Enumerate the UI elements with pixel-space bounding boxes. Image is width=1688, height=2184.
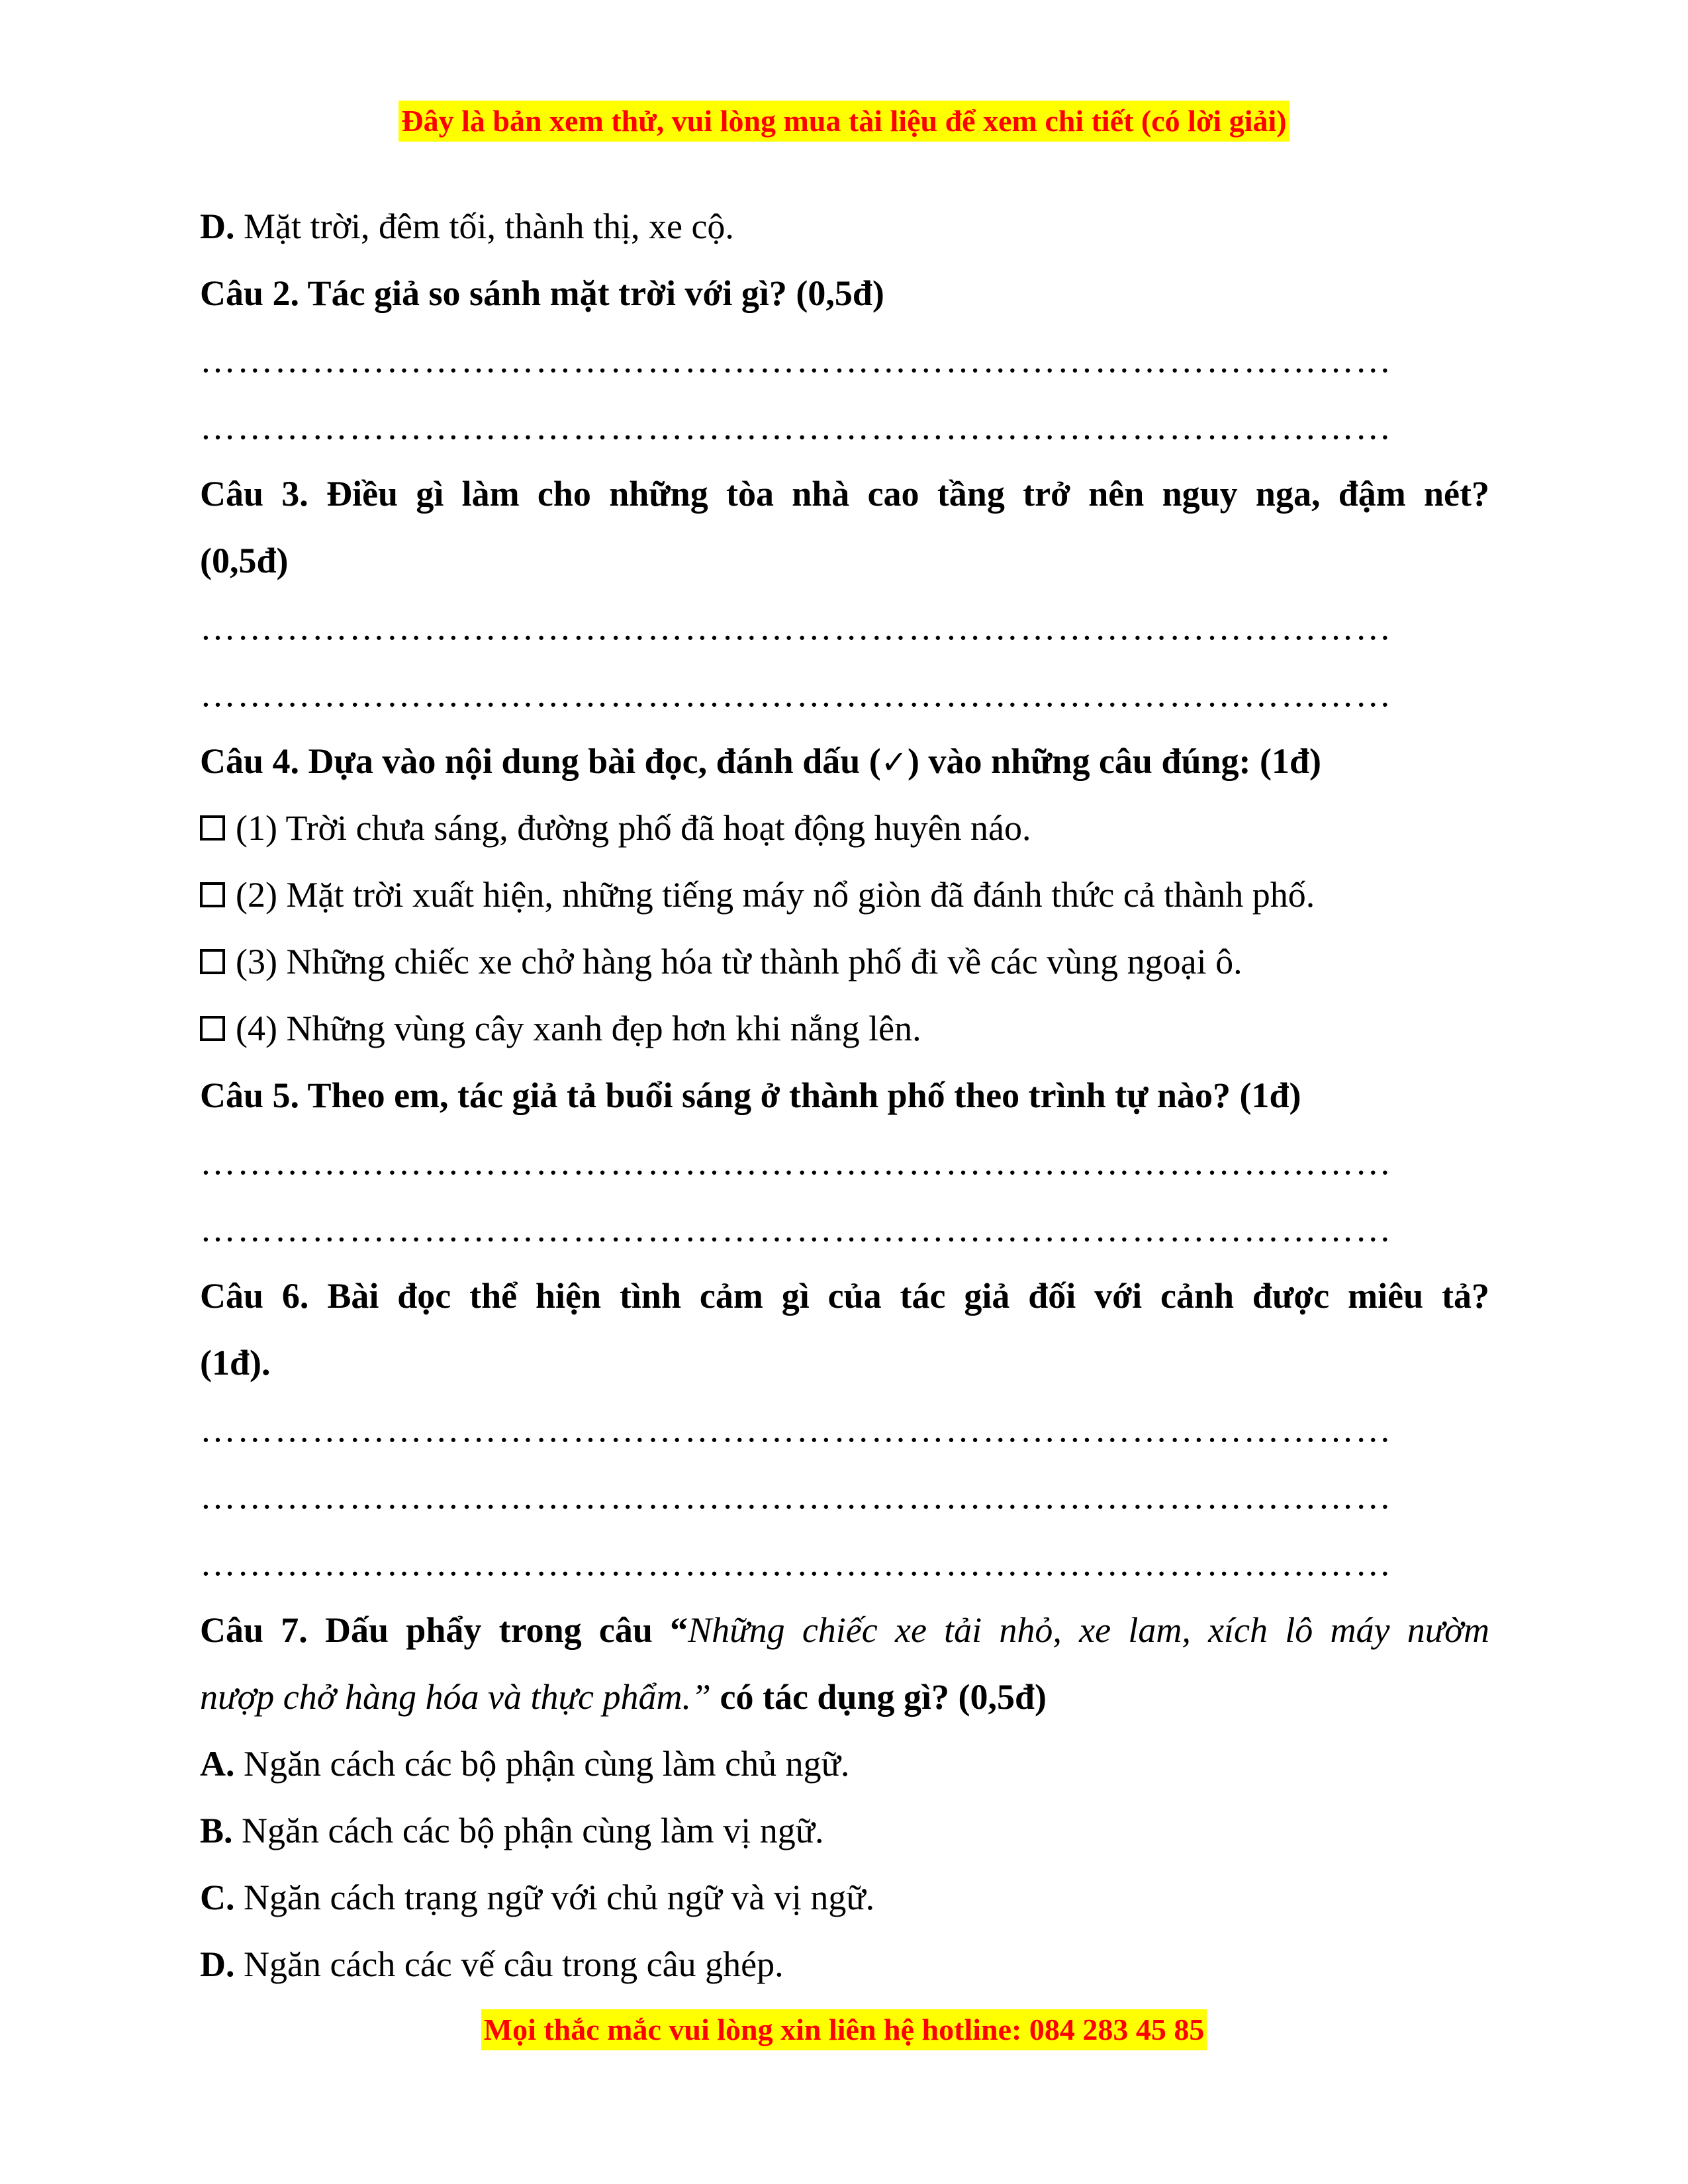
checkmark-icon: ✓ — [880, 744, 908, 781]
question-6-line2: (1đ). — [200, 1343, 271, 1383]
question-6-line1: Câu 6. Bài đọc thể hiện tình cảm gì của tác giả đối với cảnh được miêu tả? — [200, 1276, 1489, 1316]
header-banner-wrap — [0, 101, 1688, 142]
question-7-line2: nượp chở hàng hóa và thực phẩm.” có tác dụng gì? (0,5đ) — [200, 1677, 1047, 1717]
worksheet-content — [200, 193, 1489, 1998]
answer-line: …………………………………………………………………………………… — [200, 407, 1393, 447]
checkbox-icon[interactable] — [200, 815, 225, 841]
checkbox-item: (3) Những chiếc xe chở hàng hóa từ thành phố đi về các vùng ngoại ô. — [200, 929, 1489, 995]
question-3-line2: (0,5đ) — [200, 541, 289, 580]
checkbox-icon[interactable] — [200, 949, 225, 974]
header-banner: Đây là bản xem thử, vui lòng mua tài liệu để xem chi tiết (có lời giải) — [399, 101, 1289, 142]
option-c: C. Ngăn cách trạng ngữ với chủ ngữ và vị ngữ. — [200, 1878, 875, 1917]
option-b: B. Ngăn cách các bộ phận cùng làm vị ngữ. — [200, 1811, 824, 1850]
answer-line: …………………………………………………………………………………… — [200, 1209, 1393, 1249]
checkbox-icon[interactable] — [200, 1016, 225, 1041]
question-7-line1: Câu 7. Dấu phẩy trong câu “Những chiếc xe tải nhỏ, xe lam, xích lô máy nườm — [200, 1610, 1489, 1650]
answer-line: …………………………………………………………………………………… — [200, 340, 1393, 380]
option-d: D. Ngăn cách các vế câu trong câu ghép. — [200, 1944, 784, 1984]
previous-option-d: D. Mặt trời, đêm tối, thành thị, xe cộ. — [200, 206, 734, 246]
checkbox-item: (1) Trời chưa sáng, đường phố đã hoạt động huyên náo. — [200, 795, 1489, 862]
question-3-line1: Câu 3. Điều gì làm cho những tòa nhà cao tầng trở nên nguy nga, đậm nét? — [200, 474, 1489, 514]
question-2: Câu 2. Tác giả so sánh mặt trời với gì? (0,5đ) — [200, 273, 884, 313]
checkbox-item: (2) Mặt trời xuất hiện, những tiếng máy nổ giòn đã đánh thức cả thành phố. — [200, 862, 1489, 929]
option-a: A. Ngăn cách các bộ phận cùng làm chủ ngữ. — [200, 1744, 850, 1784]
answer-line: …………………………………………………………………………………… — [200, 1142, 1393, 1182]
question-5: Câu 5. Theo em, tác giả tả buổi sáng ở thành phố theo trình tự nào? (1đ) — [200, 1075, 1301, 1115]
answer-line: …………………………………………………………………………………… — [200, 608, 1393, 647]
answer-line: …………………………………………………………………………………… — [200, 1543, 1393, 1583]
question-4: Câu 4. Dựa vào nội dung bài đọc, đánh dấu (✓) vào những câu đúng: (1đ) — [200, 741, 1322, 781]
checkbox-item: (4) Những vùng cây xanh đẹp hơn khi nắng lên. — [200, 995, 1489, 1062]
footer-banner-wrap — [0, 2009, 1688, 2050]
answer-line: …………………………………………………………………………………… — [200, 1410, 1393, 1449]
footer-banner: Mọi thắc mắc vui lòng xin liên hệ hotline: 084 283 45 85 — [481, 2009, 1207, 2050]
answer-line: …………………………………………………………………………………… — [200, 674, 1393, 714]
checkbox-icon[interactable] — [200, 882, 225, 907]
answer-line: …………………………………………………………………………………… — [200, 1477, 1393, 1516]
